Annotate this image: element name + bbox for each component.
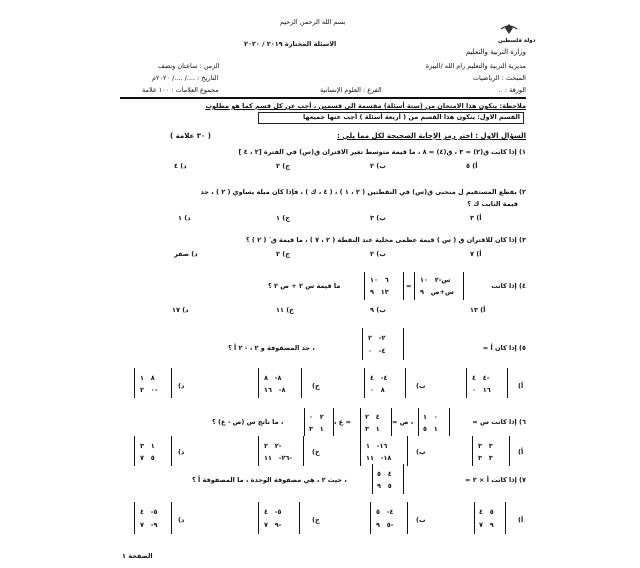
logo-text: دولة فلسطين [498, 38, 536, 44]
q7-option-a: أ) [518, 516, 524, 524]
q1-title: السؤال الاول : اختر رمز الإجابة الصحيحة لكل مما يلي : [337, 132, 526, 140]
question-1-text: ١) إذا كانت ق(٢) = ٣ ، ق(٤) = ٨ ، ما قيمة متوسط تغير الاقتران ق(س) في الفترة [٢ ، ٤ ] [238, 148, 526, 156]
paper-label: الورقة : .. [498, 86, 526, 94]
question-2-text-line2: قيمة الثابت ك ؟ [467, 200, 518, 208]
q7-matrix-content: ٤ ٥ ٥ ٩ [377, 470, 392, 490]
q5-option-c: ج) [312, 382, 320, 390]
question-7-text: ٧) إذا كانت أ × ٢ = [465, 476, 526, 484]
question-5-tail: ، جد المصفوفة و ٢ ، - ٢ أ ؟ [228, 344, 315, 352]
header-divider [120, 97, 526, 99]
q7-option-c-content: ٥- ٤ ٩ ٧- [264, 508, 282, 529]
directorate: مديرية التربية والتعليم رام الله /البيرة [425, 62, 526, 70]
question-6-tail: ، ما ناتج س (ص - ع) ؟ [212, 418, 284, 426]
branch-label: الفرع : العلوم الإنسانية [320, 86, 382, 94]
question-7-tail: ، حيث ٢ ، هي مصفوفة الوحدة ، ما المصفوفة أ ؟ [192, 476, 347, 484]
q2-option-d: د) ١ [178, 214, 191, 222]
q6-option-d-content: ١ ٣ ٥ ٧ [140, 442, 155, 462]
q6-option-b-content: ١٦- ١ ١٨- ١١ [366, 442, 392, 462]
question-6-mid: ، ص = [392, 418, 414, 426]
question-3-text: ٣) إذا كان للاقتران ق ( س ) قيمة عظمى محلية عند النقطة ( ٢ ، ٧ ) ، ما قيمة ق َ ( ٢ ) ؟ [245, 236, 526, 244]
q6-option-a-content: ٣ ٣ ٣ ٣ [478, 442, 493, 462]
question-4-text: ٤) إذا كانت [491, 282, 526, 290]
q7-option-b: ب) [416, 516, 426, 524]
q5-option-d-content: ٨ ١ ٠ ٢- [140, 374, 158, 394]
q3-option-d: د) صفر [174, 250, 198, 258]
q1-option-c: ج) ٢ [276, 162, 290, 170]
q7-option-b-content: ٤- ٥ ٥ ٩- [376, 508, 394, 529]
time-label: الزمن : ساعتان ونصف [158, 62, 220, 70]
q5-option-c-content: ٨- ٨ ٨- ١٦ [264, 374, 286, 394]
q6-e-label: ، ع = [334, 418, 351, 426]
page-number: الصفحة ١ [122, 552, 153, 560]
exam-title: الاسئلة المختارة ٢٠١٩ / ٢٠٢٠ [244, 40, 337, 48]
subject-label: المبحث : الرياضيات [472, 74, 526, 82]
q2-option-a: أ) ٣ [470, 214, 482, 222]
q4-matrix-left-content: س-٢ ١٠ س+ص ٩ [420, 276, 454, 296]
question-2-text: ٢) يقطع المستقيم ل منحنى ق(س) في النقطتين ( ٢ ، ١ ) ، ( ٤ ، ك ) ، فإذا كان ميله يساوي ( ٢ ) ، جد [200, 188, 526, 196]
q6-option-c: ج) [312, 448, 320, 456]
q7-option-d-content: ٥- ٤ ٩- ٧ [140, 508, 158, 529]
q1-option-b: ب) ٢ [370, 162, 386, 170]
q3-option-a: أ) ٧ [470, 250, 482, 258]
q5-option-d: د) [178, 382, 185, 390]
q4-option-a: أ) ١٣ [470, 306, 486, 314]
q5-option-b: ب) [416, 382, 426, 390]
question-4-tail: ما قيمة س ٢ + ص ٢ ؟ [268, 282, 341, 290]
q4-equals: = [406, 282, 412, 290]
q6-matrix-e-content: ٢ ٠ ١ ٣ [309, 413, 324, 433]
total-marks: مجموع العلامات : ١٠٠ علامة [142, 86, 219, 94]
basmala: بسم الله الرحمن الرحيم [280, 18, 346, 26]
q1-marks: ( ٣٠ علامة ) [170, 132, 211, 140]
q7-option-c: ج) [312, 516, 320, 524]
q6-option-b: ب) [416, 448, 426, 456]
q2-option-c: ج) ١ [276, 214, 290, 222]
q5-matrix-content: ٢- ٢ ٤- ٠ [368, 334, 386, 355]
date-label: التاريخ : ..../ ..../ ٢٠٢٠م [152, 74, 219, 82]
q7-option-d: د) [178, 516, 185, 524]
q3-option-c: ج) ٢ [276, 250, 290, 258]
part1-label: القسم الاول: يتكون هذا القسم من ( أربعة أسئلة ) أجب عنها جميعها [302, 113, 520, 121]
q1-option-d: د) ٤ [174, 162, 187, 170]
q4-option-d: د) ١٧ [172, 306, 189, 314]
q4-option-c: ج) ١١ [276, 306, 294, 314]
q4-option-b: ب) ٩ [370, 306, 386, 314]
q5-option-b-content: ٤- ٤ ٨ ٠ [370, 374, 388, 394]
question-5-text: ٥) إذا كان أ = [482, 344, 526, 352]
q7-option-a-content: ٥ ٤ ٩ ٧ [479, 508, 494, 529]
q3-option-b: ب) ٢ [370, 250, 386, 258]
q6-option-a: أ) [518, 448, 524, 456]
ministry-name: وزارة التربية والتعليم [465, 48, 526, 56]
q6-matrix-s-content: ٠ ١ ١ ٥ [423, 413, 438, 433]
q1-option-a: أ) ٥ [466, 162, 478, 170]
palestine-emblem-icon [498, 22, 520, 38]
q5-option-a: أ) [518, 382, 524, 390]
exam-page [108, 8, 536, 564]
question-6-text: ٦) إذا كانت س = [472, 418, 526, 426]
q4-matrix-right-content: ٦ ١٠ ١٣ ٩ [370, 276, 389, 296]
q6-matrix-p-content: ٤ ٢ ١ ٣ [365, 413, 380, 433]
q2-option-b: ب) ٣ [370, 214, 386, 222]
q6-option-c-content: ٢ ٢- ٢٦- ١١- [264, 442, 293, 462]
exam-note: ملاحظة: يتكون هذا الامتحان من (ستة أسئلة) مقسمة الى قسمين ، أجب عن كل قسم كما هو مطلوب [205, 102, 526, 110]
q5-option-a-content: ٤ ٤- ١٦ ٠ [472, 374, 491, 394]
q6-option-d: د) [178, 448, 185, 456]
